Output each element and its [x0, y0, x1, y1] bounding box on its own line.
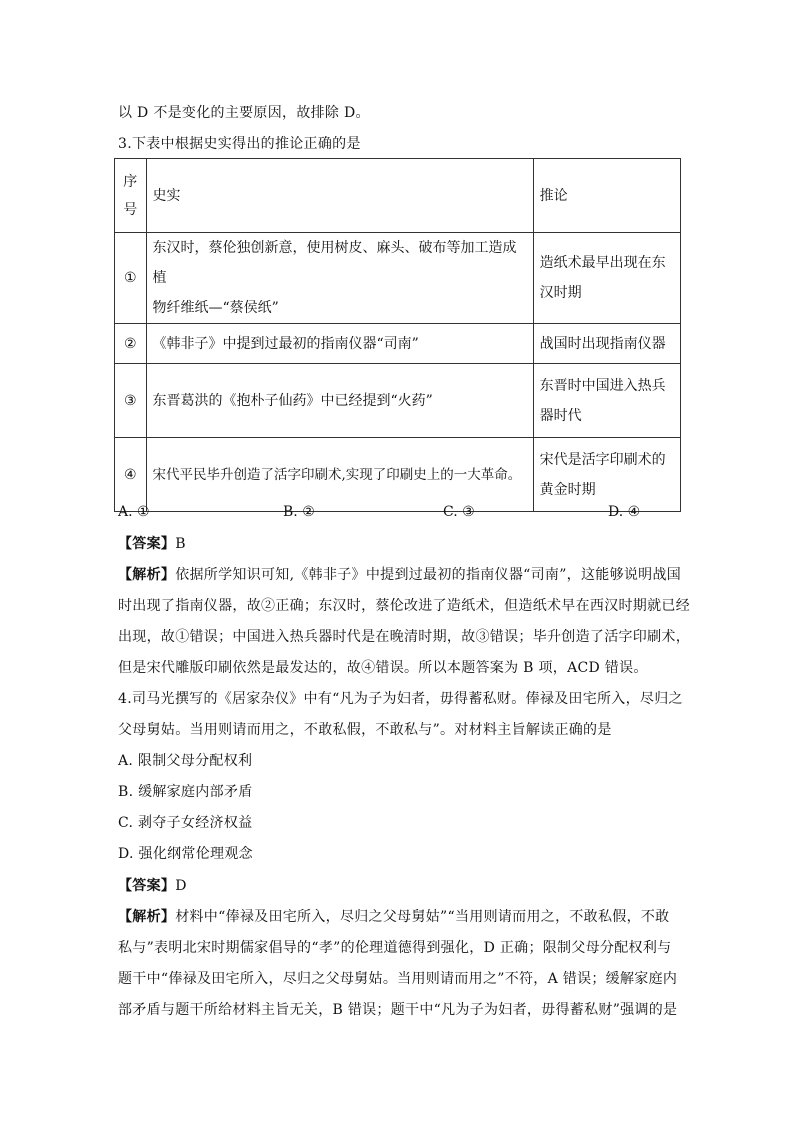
- q4-answer: [118, 876, 187, 896]
- row-conclusion: 宋代是活字印刷术的 黄金时期: [533, 438, 680, 512]
- table-row: [115, 324, 681, 364]
- continuation-line: 以 D 不是变化的主要原因，故排除 D。: [118, 105, 370, 121]
- table-row: [115, 233, 681, 324]
- answer-tag: 【答案】: [118, 536, 176, 552]
- row-fact: 宋代平民毕升创造了活字印刷术,实现了印刷史上的一大革命。: [146, 438, 533, 512]
- question-4-stem: 父母舅姑。当用则请而用之，不敢私假，不敢私与”。对材料主旨解读正确的是: [118, 722, 612, 738]
- q3-analysis-line: 【解析】依据所学知识可知,《韩非子》中提到过最初的指南仪器“司南”，这能够说明战国: [118, 567, 682, 583]
- q3-option-b: B. ②: [283, 504, 315, 520]
- q4-option-b: B. 缓解家庭内部矛盾: [118, 784, 253, 800]
- row-conclusion: 造纸术最早出现在东 汉时期: [533, 233, 680, 324]
- table-row: [115, 364, 681, 438]
- header-conclusion: 推论: [533, 159, 680, 233]
- q4-analysis-line: 【解析】材料中“俸禄及田宅所入，尽归之父母舅姑”“当用则请而用之，不敢私假，不敢: [118, 909, 670, 925]
- q3-option-c: C. ③: [443, 504, 475, 520]
- q3-analysis-line: 但是宋代雕版印刷依然是最发达的，故④错误。所以本题答案为 B 项，ACD 错误。: [118, 660, 648, 676]
- row-conclusion: 东晋时中国进入热兵 器时代: [533, 364, 680, 438]
- q4-option-c: C. 剥夺子女经济权益: [118, 815, 253, 831]
- row-no: ③: [115, 364, 147, 438]
- row-no: ④: [115, 438, 147, 512]
- q3-answer: [118, 534, 186, 554]
- row-no: ②: [115, 324, 147, 364]
- row-fact: 东晋葛洪的《抱朴子仙药》中已经提到“火药”: [146, 364, 533, 438]
- q3-analysis-line: 时出现了指南仪器，故②正确；东汉时，蔡伦改进了造纸术，但造纸术早在西汉时期就已经: [118, 598, 690, 614]
- q4-analysis-line: 部矛盾与题干所给材料主旨无关，B 错误；题干中“凡为子为妇者，毋得蓄私财”强调的是: [118, 1002, 678, 1018]
- q4-option-d: D. 强化纲常伦理观念: [118, 846, 253, 862]
- analysis-tag: 【解析】: [118, 909, 176, 925]
- q4-analysis-line: 题干中“俸禄及田宅所入，尽归之父母舅姑。当用则请而用之”不符，A 错误；缓解家庭内: [118, 971, 678, 987]
- row-fact: 《韩非子》中提到过最初的指南仪器“司南”: [146, 324, 533, 364]
- q4-analysis-line: 私与”表明北宋时期儒家倡导的“孝”的伦理道德得到强化，D 正确；限制父母分配权利与: [118, 940, 672, 956]
- answer-tag: 【答案】: [118, 878, 176, 894]
- history-table: [114, 158, 681, 512]
- q3-option-a: A. ①: [118, 504, 150, 520]
- table-header-row: [115, 159, 681, 233]
- question-4-stem: 4.司马光撰写的《居家杂仪》中有“凡为子为妇者，毋得蓄私财。俸禄及田宅所入，尽归之: [118, 691, 683, 707]
- row-fact: 东汉时，蔡伦独创新意，使用树皮、麻头、破布等加工造成植 物纤维纸—“蔡侯纸”: [146, 233, 533, 324]
- answer-value: D: [175, 878, 187, 894]
- q4-option-a: A. 限制父母分配权利: [118, 753, 253, 769]
- row-no: ①: [115, 233, 147, 324]
- q3-option-d: D. ④: [608, 504, 641, 520]
- answer-value: B: [175, 536, 186, 552]
- q3-analysis-line: 出现，故①错误；中国进入热兵器时代是在晚清时期，故③错误；毕升创造了活字印刷术，: [118, 629, 690, 645]
- analysis-tag: 【解析】: [118, 567, 176, 583]
- header-fact: 史实: [146, 159, 533, 233]
- header-no: 序 号: [115, 159, 147, 233]
- question-3-stem: 3.下表中根据史实得出的推论正确的是: [118, 136, 361, 152]
- row-conclusion: 战国时出现指南仪器: [533, 324, 680, 364]
- table-row: [115, 438, 681, 512]
